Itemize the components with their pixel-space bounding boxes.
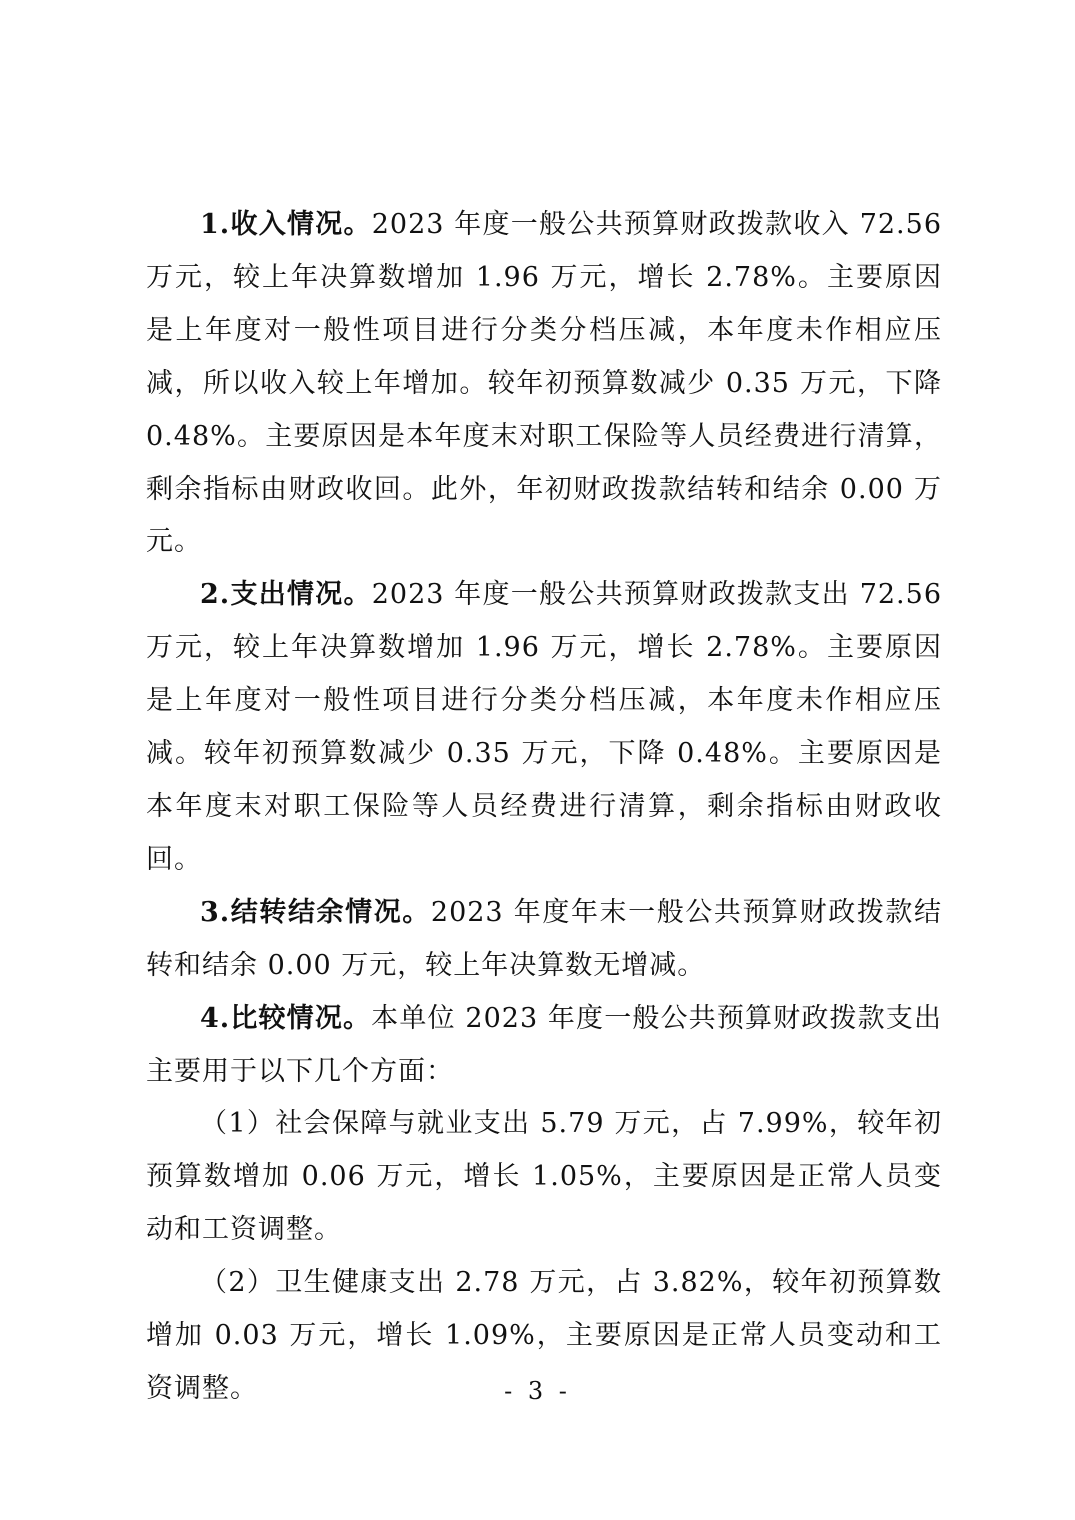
page-number: - 3 - bbox=[504, 1377, 571, 1405]
section-text: 2023 年度年末一般公共预算财政拨款结转和结余 0.00 万元，较上年决算数无增减。 bbox=[146, 896, 942, 981]
section-income bbox=[146, 199, 942, 569]
section-heading: 2.支出情况。 bbox=[200, 579, 372, 611]
section-heading: 4.比较情况。 bbox=[200, 1002, 372, 1034]
section-heading: 1.收入情况。 bbox=[200, 209, 372, 240]
section-heading: 3.结转结余情况。 bbox=[200, 896, 431, 928]
section-expenditure bbox=[146, 569, 942, 886]
section-carryover bbox=[146, 887, 942, 993]
section-text: 2023 年度一般公共预算财政拨款支出 72.56 万元，较上年决算数增加 1.96 万元，增长 2.78%。主要原因是上年度对一般性项目进行分类分档压减，本年度未作相应压减。较年初预算数减少 0.35 万元，下降 0.48%。主要原因是本年度末对职工保险等人员经费进行清算，剩余指标由财政收回。 bbox=[146, 579, 942, 875]
list-item: （1）社会保障与就业支出 5.79 万元，占 7.99%，较年初预算数增加 0.06 万元，增长 1.05%，主要原因是正常人员变动和工资调整。 bbox=[146, 1108, 942, 1246]
section-comparison bbox=[146, 993, 942, 1099]
list-item: （2）卫生健康支出 2.78 万元，占 3.82%，较年初预算数增加 0.03 万元，增长 1.09%，主要原因是正常人员变动和工资调整。 bbox=[146, 1267, 942, 1404]
section-text: 2023 年度一般公共预算财政拨款收入 72.56 万元，较上年决算数增加 1.96 万元，增长 2.78%。主要原因是上年度对一般性项目进行分类分档压减，本年度未作相应压减，所以收入较上年增加。较年初预算数减少 0.35 万元，下降 0.48%。主要原因是本年度末对职工保险等人员经费进行清算，剩余指标由财政收回。此外，年初财政拨款结转和结余 0.00 万元。 bbox=[146, 209, 942, 558]
section-text: 本单位 2023 年度一般公共预算财政拨款支出主要用于以下几个方面： bbox=[146, 1002, 942, 1087]
document-body bbox=[146, 199, 942, 1416]
